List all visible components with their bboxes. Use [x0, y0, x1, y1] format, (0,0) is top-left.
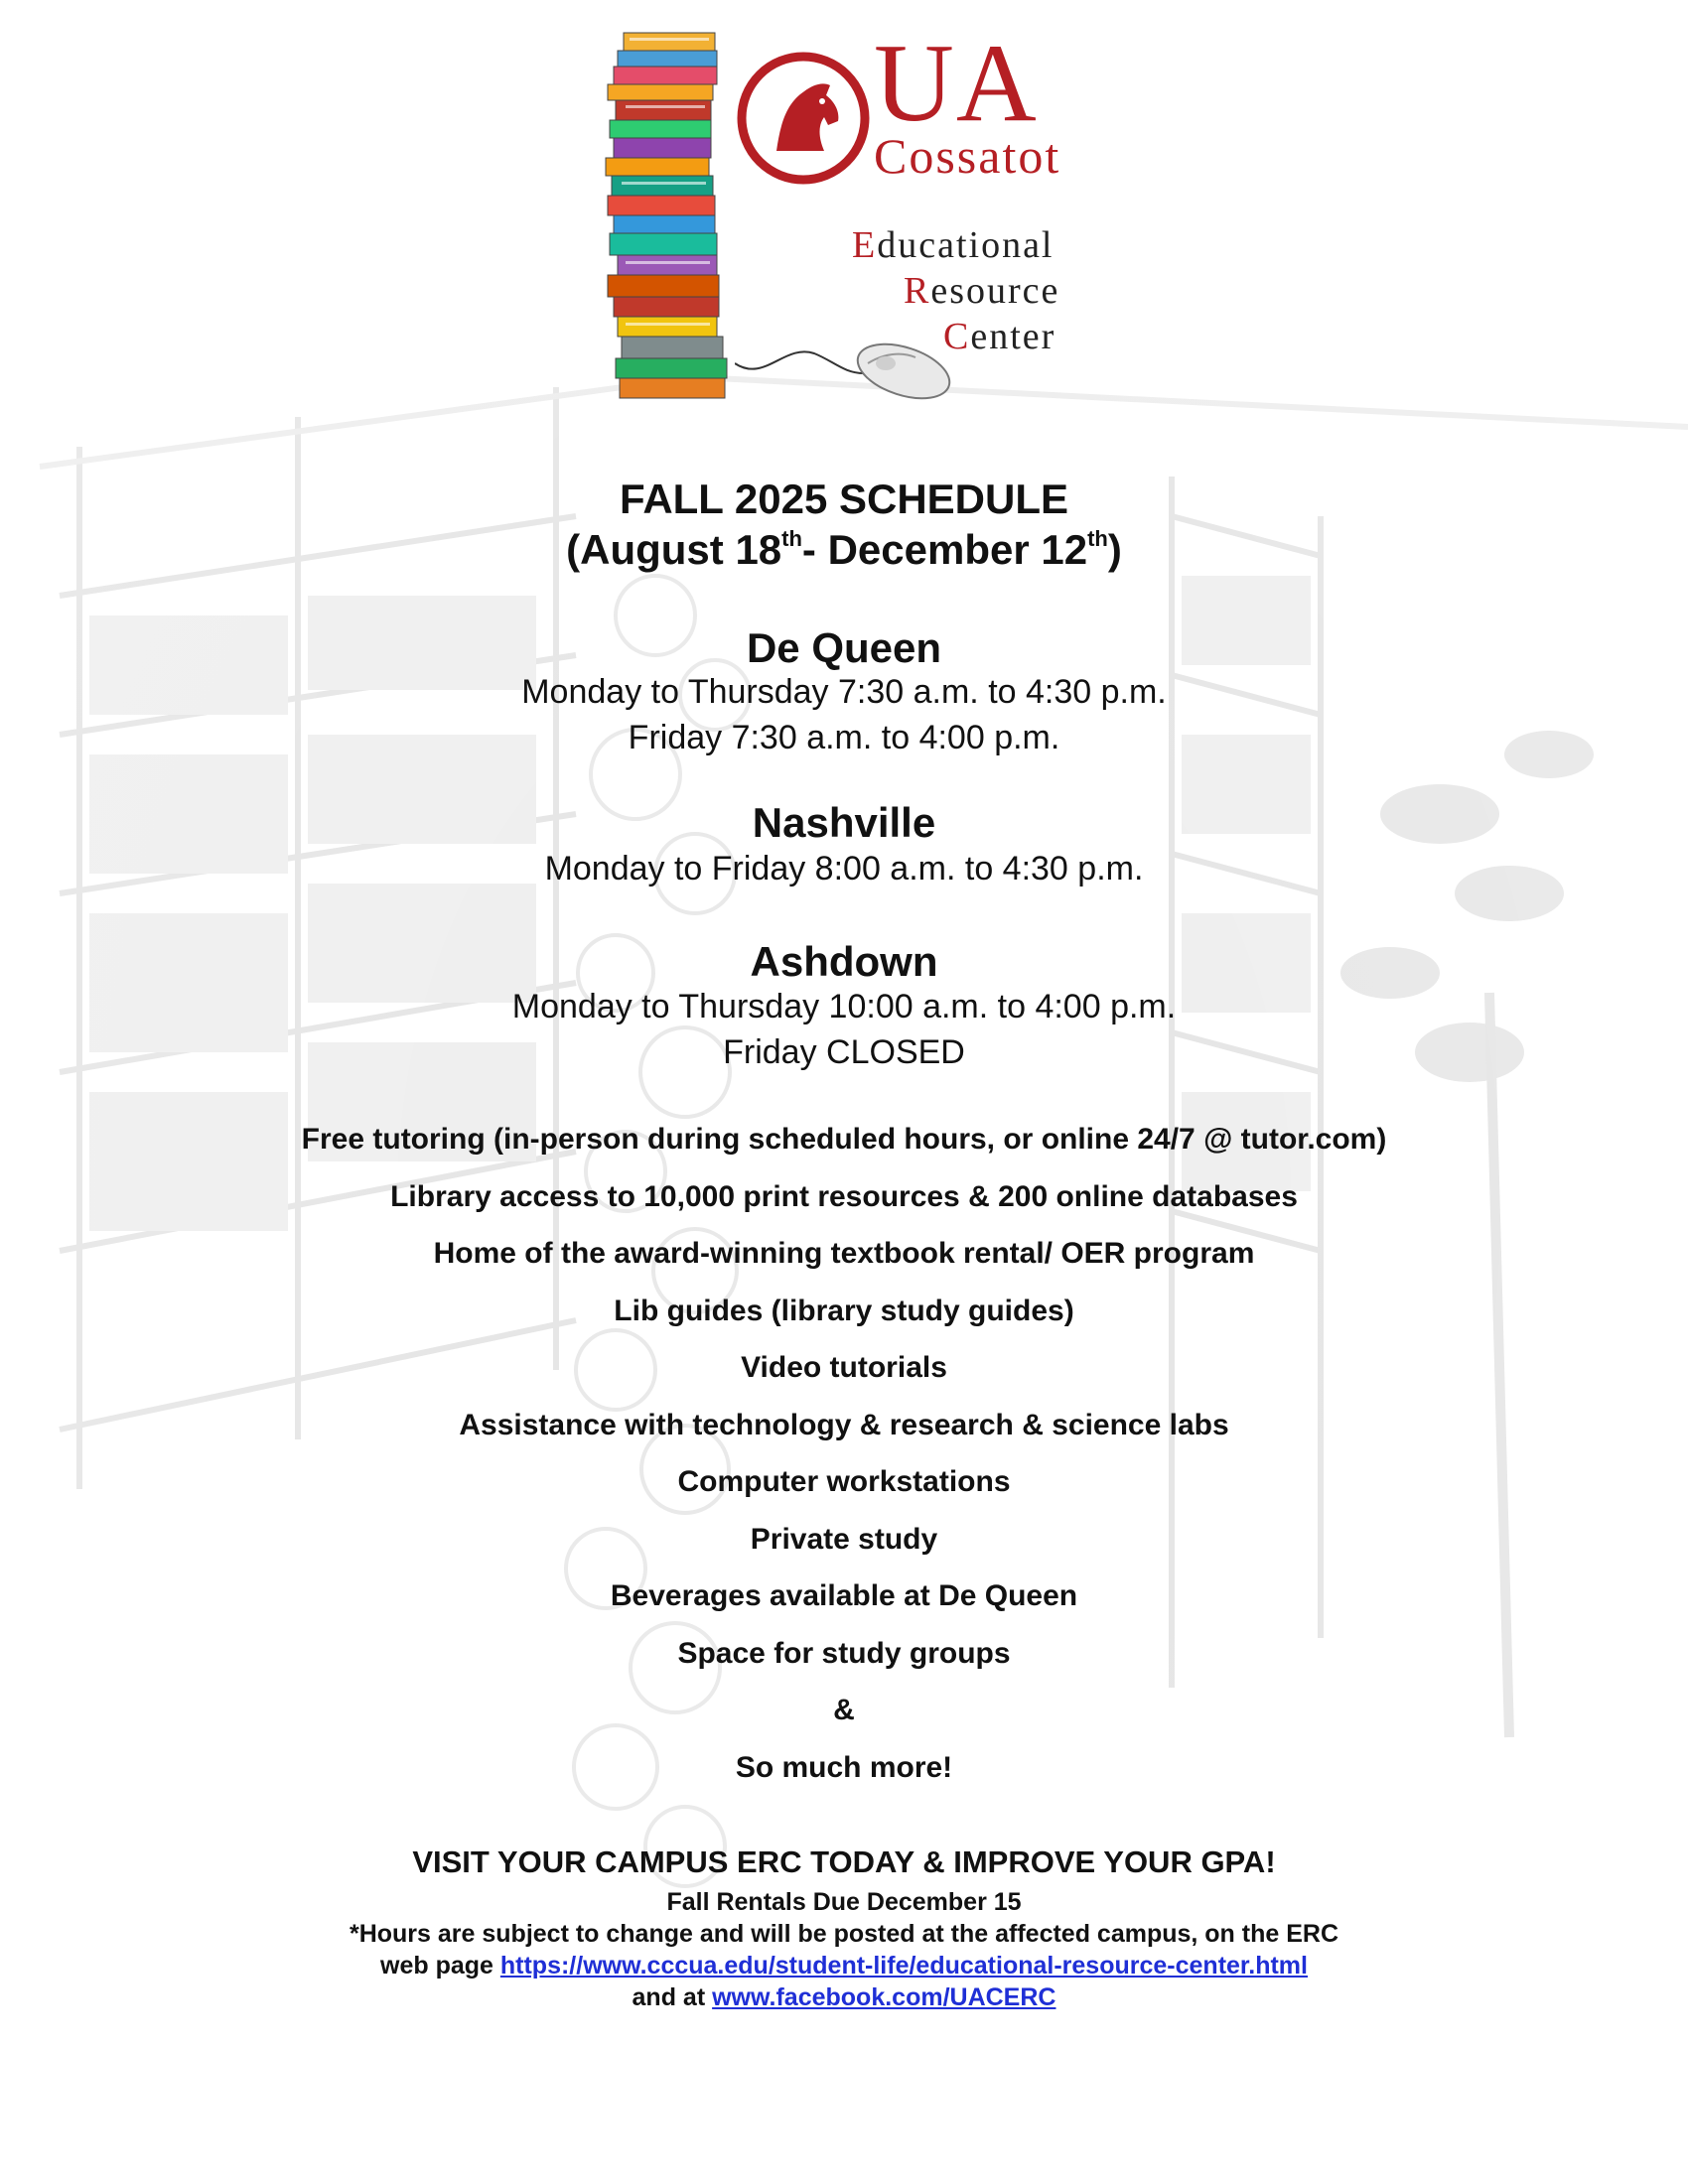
erc-title-line-resource [904, 272, 1059, 310]
campus-hours-de-queen [0, 670, 1688, 761]
book-stack-illustration [596, 28, 755, 405]
service-item: Private study [750, 1522, 938, 1556]
hours-notice-text: *Hours are subject to change and will be posted at the affected campus, on the ERC [349, 1920, 1339, 1948]
date-range-mid: - December 12 [801, 526, 1088, 573]
date-range-open: (August 18 [566, 526, 782, 573]
hours-line: Friday 7:30 a.m. to 4:00 p.m. [628, 718, 1060, 756]
logo-cossatot-text: Cossatot [874, 128, 1061, 184]
erc-initial: R [904, 270, 931, 312]
service-item: Library access to 10,000 print resources & 200 online databases [390, 1179, 1298, 1213]
erc-word-rest: ducational [877, 224, 1055, 266]
visit-call-to-action: VISIT YOUR CAMPUS ERC TODAY & IMPROVE YOUR GPA! [412, 1844, 1276, 1879]
hours-line: Friday CLOSED [723, 1032, 965, 1071]
campus-name-ashdown: Ashdown [750, 938, 938, 985]
service-item: Lib guides (library study guides) [614, 1294, 1074, 1327]
ordinal-suffix: th [1087, 526, 1108, 551]
service-item: & [833, 1694, 855, 1726]
service-item: Home of the award-winning textbook rental/ OER program [433, 1237, 1255, 1270]
service-item: Free tutoring (in-person during scheduled hours, or online 24/7 @ tutor.com) [301, 1123, 1387, 1156]
erc-initial: E [852, 224, 878, 266]
hours-line: Monday to Friday 8:00 a.m. to 4:30 p.m. [544, 850, 1144, 887]
schedule-date-range [0, 528, 1688, 571]
facebook-prefix: and at [632, 1983, 713, 2011]
erc-web-page-link[interactable]: https://www.cccua.edu/student-life/educational-resource-center.html [499, 1952, 1308, 1979]
hours-line: Monday to Thursday 10:00 a.m. to 4:00 p.m. [511, 988, 1177, 1025]
erc-web-page-line [0, 1950, 1688, 1981]
campus-name-de-queen: De Queen [746, 624, 942, 671]
service-item: Space for study groups [677, 1636, 1011, 1670]
erc-title-line-educational [852, 226, 1055, 264]
erc-initial: C [943, 316, 971, 357]
logo-ua-text: UA [874, 22, 1039, 145]
services-list [0, 1120, 1688, 1805]
service-item: So much more! [735, 1750, 953, 1784]
service-item: Video tutorials [741, 1351, 947, 1384]
service-item: Assistance with technology & research & science labs [459, 1408, 1229, 1441]
facebook-line [0, 1981, 1688, 2013]
computer-mouse-icon [735, 334, 963, 413]
campus-name-nashville: Nashville [752, 799, 936, 846]
facebook-link[interactable]: www.facebook.com/UACERC [712, 1983, 1056, 2011]
date-range-close: ) [1107, 526, 1122, 573]
campus-hours-ashdown [0, 985, 1688, 1076]
schedule-title: FALL 2025 SCHEDULE [619, 476, 1068, 522]
footer-notice [0, 1886, 1688, 2013]
erc-word-rest: enter [970, 316, 1056, 357]
rentals-due-text: Fall Rentals Due December 15 [666, 1888, 1022, 1916]
service-item: Computer workstations [677, 1465, 1011, 1498]
web-page-prefix: web page [380, 1952, 500, 1979]
horse-logo-icon [737, 52, 870, 185]
campus-hours-nashville [0, 847, 1688, 892]
erc-word-rest: esource [930, 270, 1060, 312]
hours-line: Monday to Thursday 7:30 a.m. to 4:30 p.m. [521, 673, 1167, 711]
service-item: Beverages available at De Queen [610, 1579, 1078, 1612]
ordinal-suffix: th [781, 526, 802, 551]
